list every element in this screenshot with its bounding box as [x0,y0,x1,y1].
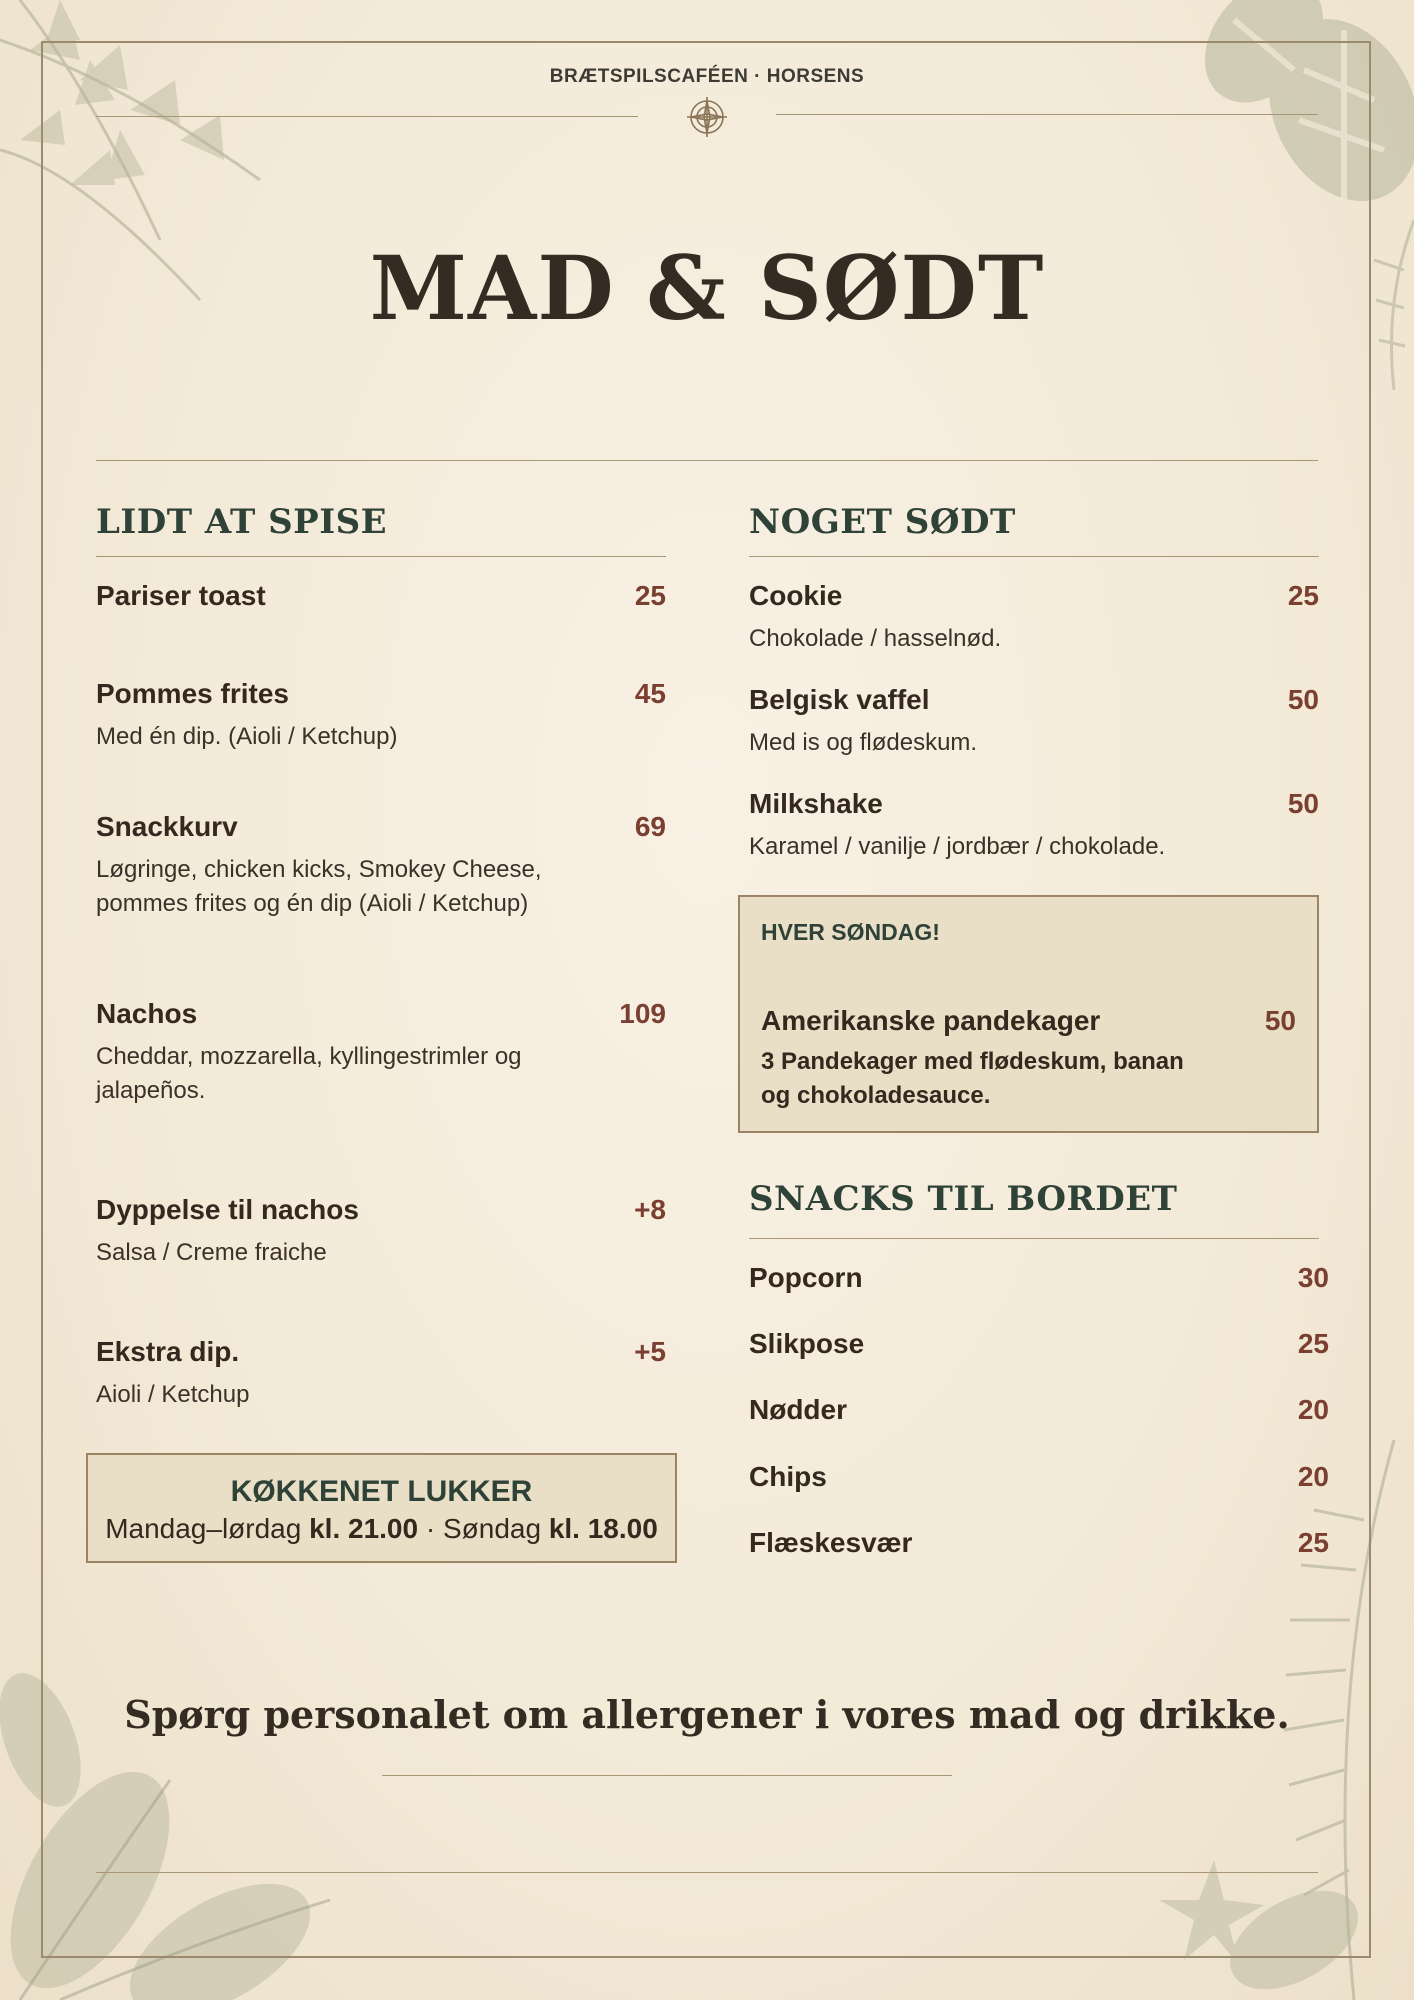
section-divider [96,556,666,557]
sunday-label: Søndag [442,1513,549,1544]
item-name: Popcorn [749,1262,863,1293]
section-title-noget-sodt: NOGET SØDT [749,502,1016,542]
item-price: 30 [1297,1262,1329,1293]
sunday-special-label: HVER SØNDAG! [761,919,940,945]
item-description: Med én dip. (Aioli / Ketchup) [96,723,398,750]
item-description: Løgringe, chicken kicks, Smokey Cheese, pommes frites og én dip (Aioli / Ketchup) [96,856,542,917]
kitchen-hours-box [86,1453,677,1563]
sunday-special-name: Amerikanske pandekager [761,1005,1101,1036]
item-price: 20 [1297,1394,1329,1425]
item-name: Ekstra dip. [96,1336,240,1367]
item-price: 45 [634,678,666,709]
item-description: Med is og flødeskum. [749,729,978,756]
title-divider [96,460,1318,461]
sunday-time: kl. 18.00 [548,1513,658,1544]
item-name: Nachos [96,998,198,1029]
item-name: Pariser toast [96,580,266,611]
item-name: Belgisk vaffel [749,684,930,715]
item-description: Chokolade / hasselnød. [749,625,1002,652]
item-description: Salsa / Creme fraiche [96,1239,327,1266]
weekday-label: Mandag–lørdag [105,1513,310,1544]
sunday-special-price: 50 [1264,1005,1296,1036]
footer-divider-long [96,1872,1318,1873]
compass-icon [685,95,729,139]
kitchen-hours-times [88,1513,675,1545]
header-divider-left [96,116,638,117]
item-price: 50 [1287,684,1319,715]
item-name: Dyppelse til nachos [96,1194,359,1225]
hours-separator: · [418,1513,443,1544]
item-price: 69 [634,811,666,842]
item-name: Pommes frites [96,678,289,709]
item-price: 50 [1287,788,1319,819]
sunday-special-description: 3 Pandekager med flødeskum, banan og chokoladesauce. [761,1048,1184,1109]
item-name: Slikpose [749,1328,865,1359]
item-price: +8 [634,1194,666,1225]
weekday-time: kl. 21.00 [309,1513,419,1544]
item-name: Nødder [749,1394,847,1425]
item-price: 109 [619,998,666,1029]
header-divider-right [776,114,1318,115]
allergen-note: Spørg personalet om allergener i vores mad og drikke. [124,1692,1290,1737]
page-title: MAD & SØDT [369,236,1045,340]
item-price: 25 [634,580,666,611]
item-name: Flæskesvær [749,1527,913,1558]
footer-divider-short [382,1775,952,1776]
item-name: Milkshake [749,788,883,819]
item-name: Snackkurv [96,811,238,842]
section-divider [749,1238,1319,1239]
item-name: Chips [749,1461,827,1492]
section-title-lidt-at-spise: LIDT AT SPISE [96,502,388,542]
snacks-section [749,1172,1329,1592]
section-divider [749,556,1319,557]
item-price: +5 [634,1336,666,1367]
item-name: Cookie [749,580,843,611]
item-description: Karamel / vanilje / jordbær / chokolade. [749,833,1166,860]
item-price: 20 [1297,1461,1329,1492]
item-description: Cheddar, mozzarella, kyllingestrimler og jalapeños. [96,1043,522,1104]
item-price: 25 [1297,1527,1329,1558]
item-description: Aioli / Ketchup [96,1381,250,1408]
kitchen-hours-title: KØKKENET LUKKER [230,1475,533,1508]
cafe-brand: BRÆTSPILSCAFÉEN · HORSENS [549,66,865,87]
section-title-snacks: SNACKS TIL BORDET [749,1179,1178,1219]
left-column [96,490,666,1590]
item-price: 25 [1287,580,1319,611]
sunday-special-box [738,895,1319,1133]
item-price: 25 [1297,1328,1329,1359]
